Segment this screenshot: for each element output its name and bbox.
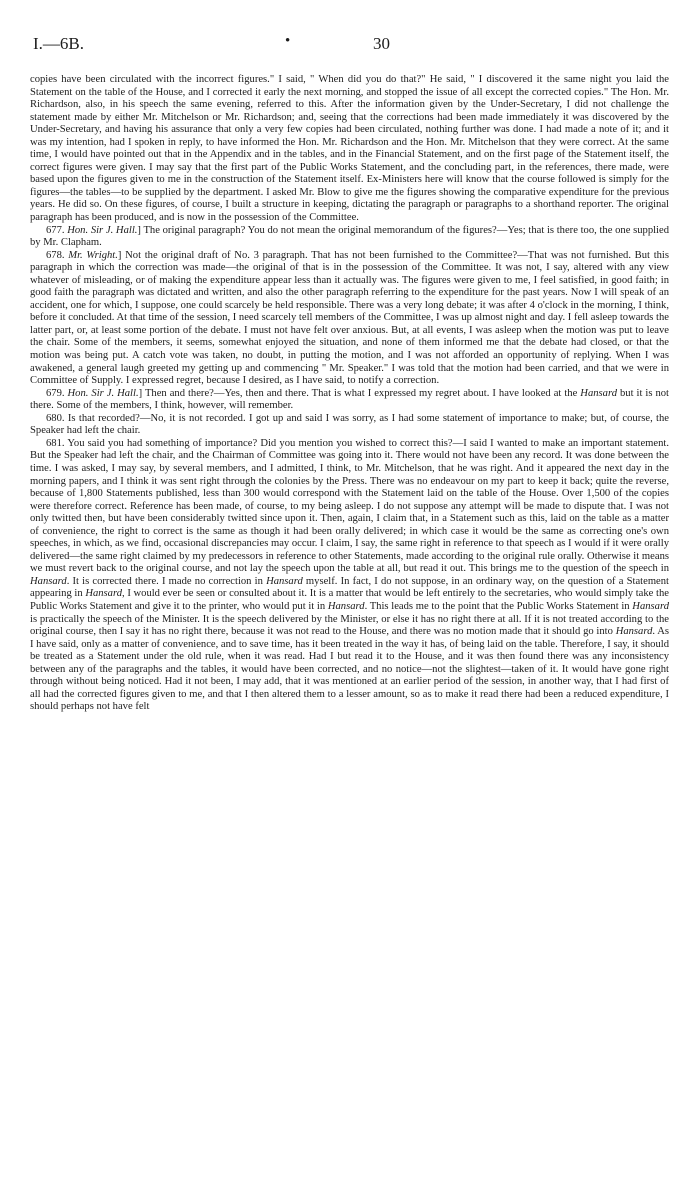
document-body <box>30 74 669 714</box>
italic-text: Hansard <box>632 600 669 612</box>
paragraph-p678 <box>30 250 669 388</box>
text-segment: 680. Is that recorded?—No, it is not recorded. I got up and said I was sorry, as I had some statement of importance to make; but, of course, the Speaker had left the chair. <box>30 412 669 437</box>
italic-text: Hansard <box>327 600 365 612</box>
paragraph-p680 <box>30 413 669 438</box>
document-reference: I.—6B. <box>33 34 84 53</box>
text-segment: . It is corrected there. I made no correction in <box>66 575 267 587</box>
text-segment: ] Not the original draft of No. 3 paragraph. That has not been furnished to the Committee?—That was not furnished. But this paragraph in which the correction was made—the original of that is in the possession of the Committee. It was not, I say, altered with any view whatever of misleading, or of making the expenditure appear less than it actually was. The figures were given to me, I feel satisfied, in good faith; in good faith the paragraph was dictated and written, and also the other paragraph referring to the expenditure for the past years. Now I will speak of an accident, one for which, I suppose, one could scarcely be held responsible. There was a very long debate; it was after 4 o'clock in the morning, I think, before it concluded. At that time of the session, I need scarcely tell members of the Committee, I was up almost night and day. I fell asleep towards the latter part, or, at least some portion of the debate. I must not have felt over anxious. But, at all events, I was asleep when the motion was put to leave the chair. Some of the members, it seems, somewhat enjoyed the situation, and none of them informed me that the debate had closed, or that the motion was being put. A catch vote was taken, no doubt, in putting the motion, and I was not afforded an opportunity of replying. When I was awakened, a general laugh greeted my getting up and commencing " Mr. Speaker." I was told that the motion had been carried, and that we were in Committee of Supply. I expressed regret, because I desired, as I have said, to notify a correction. <box>30 249 669 387</box>
text-segment: copies have been circulated with the incorrect figures." I said, " When did you do that?" He said, " I discovered it the same night you laid the Statement on the table of the House, and I corrected it early the next morning, and stopped the issue of all except the corrected copies." The Hon. Mr. Richardson, also, in his speech the same evening, referred to this. After the information given by the Under-Secretary, I did not challenge the statement made by either Mr. Mitchelson or Mr. Richardson; and, seeing that the corrections had been made immediately it was discovered by the Under-Secretary, and having his assurance that only a very few copies had been circulated, nothing further was done. I had made a note of it; and it was my intention, had I spoken in reply, to have informed the Hon. Mr. Richardson and the Hon. Mr. Mitchelson that they were correct. At the same time, I would have pointed out that in the Appendix and in the tables, and in the Financial Statement, and on the first page of the Statement itself, the correct figures were given. I may say that the first part of the Public Works Statement, and the concluding part, in the references, there made, were based upon the figures given to me in the construction of the Statement itself. Ex-Ministers here will know that the course followed is simply for the figures—the tables—to be supplied by the department. I asked Mr. Blow to give me the figures showing the comparative expenditure for the previous years. He did so. On these figures, of course, I built a structure in keeping, dictating the paragraph or paragraphs to a shorthand reporter. The original paragraph has been produced, and is now in the possession of the Committee. <box>30 74 669 224</box>
text-segment: is practically the speech of the Minister. It is the speech delivered by the Minister, or else it has no right there at all. If it is not treated according to the original course, then I say it has no right there, because it was not read to the House, and there was no motion made that it should go into <box>30 613 669 638</box>
page-header <box>33 34 671 58</box>
italic-text: Hansard <box>30 575 67 587</box>
text-segment: myself. In fact, I do not suppose, in an ordinary way, on the question of a Statement appearing in <box>30 575 669 600</box>
text-segment: 678. <box>46 249 69 261</box>
page-number: 30 <box>373 34 390 53</box>
italic-text: Hansard <box>580 387 617 399</box>
paragraph-p679 <box>30 388 669 413</box>
paragraph-p0 <box>30 74 669 225</box>
text-segment: 677. <box>46 224 68 236</box>
italic-text: Hon. Sir J. Hall. <box>67 224 138 236</box>
paragraph-p677 <box>30 225 669 250</box>
header-dot: • <box>285 33 291 49</box>
text-segment: . As I have said, only as a matter of convenience, and to save time, has it been treated in the way it has, of being laid on the table. Therefore, I say, it should be treated as a Statement under the old rule, when it was read. Had I but read it to the House, and it was then found there was any inconsistency between any of the paragraphs and the tables, it would have been corrected, and no notice—not the slightest—taken of it. It would have gone right through without being noticed. Had it not been, I may add, that it was mentioned at an earlier period of the session, in another way, that I had first of all had the corrected figures given to me, and that I then altered them to a lesser amount, so as to make it read there had been a reduced expenditure, I should perhaps not have felt <box>30 626 669 713</box>
text-segment: ] Then and there?—Yes, then and there. That is what I expressed my regret about. I have looked at the <box>138 387 581 399</box>
italic-text: Mr. Wright. <box>68 249 118 261</box>
text-segment: 679. <box>46 387 68 399</box>
italic-text: Hansard <box>266 575 303 587</box>
text-segment: . This leads me to the point that the Public Works Statement in <box>364 600 633 612</box>
text-segment: , I would ever be seen or consulted about it. It is a matter that would be left entirely to the secretaries, who would simply take the Public Works Statement and give it to the printer, who would put it in <box>30 588 669 612</box>
italic-text: Hon. Sir J. Hall. <box>67 387 139 399</box>
text-segment: ] The original paragraph? You do not mean the original memorandum of the figures?—Yes; that is there too, the one supplied by Mr. Clapham. <box>30 224 669 249</box>
text-segment: 681. You said you had something of importance? Did you mention you wished to correct this?—I said I wanted to make an important statement. But the Speaker had left the chair, and the Chairman of Committee was going into it. There would not have been any record. It was done between the time. I was asked, I may say, by several members, and I admitted, I think, to Mr. Mitchelson, that he was right. And it appeared the next day in the morning papers, and I think it was sent right through the colonies by the Press. There was no endeavour on my part to keep it back; quite the reverse, because of 1,800 Statements published, less than 300 would correspond with the Statement laid on the table of the House. Over 1,500 of the copies were therefore correct. Reference has been made, of course, to my being asleep. I do not suppose any attempt will be made to dispute that. I was not only twitted then, but have been considerably twitted since upon it. Then, again, I claim that, in a Statement such as this, laid on the table as a matter of convenience, the right to correct is the same as though it had been orally delivered; in which case it would be the same as correcting one's own speeches, in which, as we find, occasional discrepancies may occur. I claim, I say, the same right in reference to that speech as I would if it were orally delivered—the same right claimed by my predecessors in reference to other Statements, made according to the original rule orally. Otherwise it means we must revert back to the original course, and not lay the speech upon the table at all, but read it out. This brings me to the question of the speech in <box>30 437 669 575</box>
text-segment: but it is not there. Some of the members, I think, however, will remember. <box>30 387 669 412</box>
italic-text: Hansard <box>615 626 653 638</box>
italic-text: Hansard <box>85 588 123 600</box>
paragraph-p681 <box>30 438 669 714</box>
